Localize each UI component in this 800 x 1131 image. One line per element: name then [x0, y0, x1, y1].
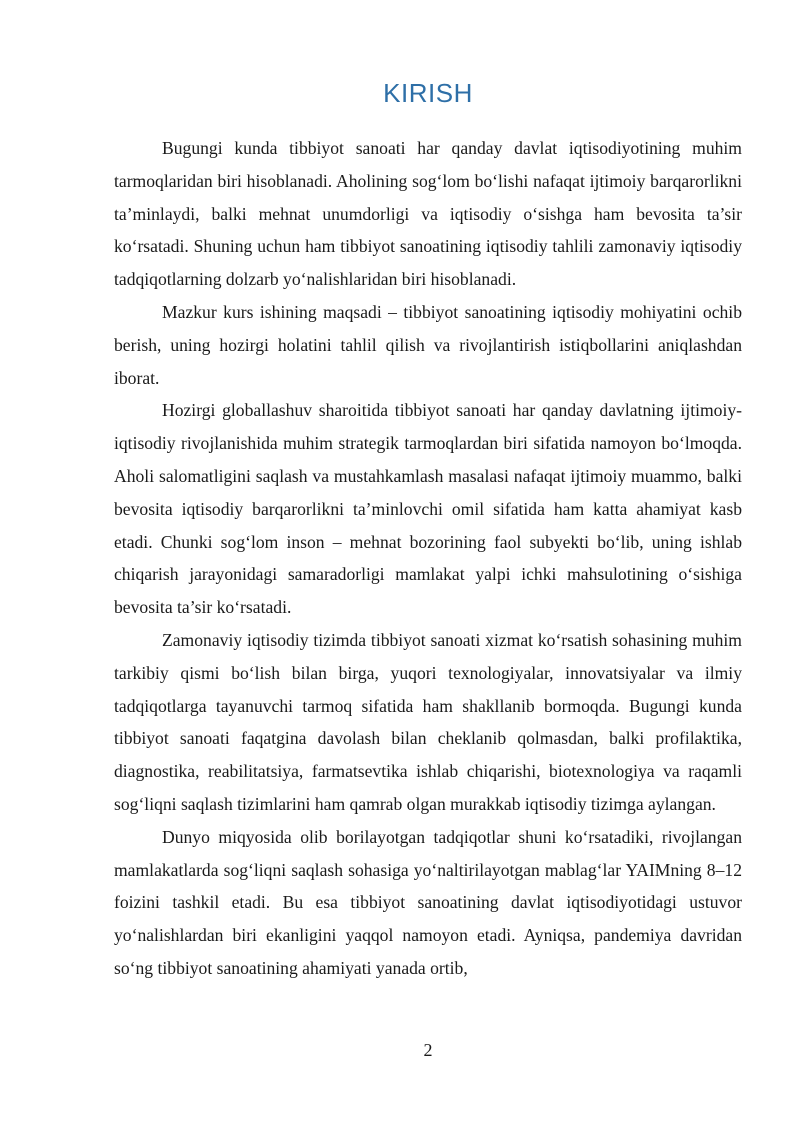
section-heading: KIRISH	[383, 78, 473, 108]
paragraph-2: Mazkur kurs ishining maqsadi – tibbiyot sanoatining iqtisodiy mohiyatini ochib berish, uning hozirgi holatini tahlil qilish va rivojlantirish istiqbollarini aniqlashdan iborat.	[114, 301, 742, 388]
paragraph-5: Dunyo miqyosida olib borilayotgan tadqiqotlar shuni ko‘rsatadiki, rivojlangan mamlakatlarda sog‘liqni saqlash sohasiga yo‘naltirilayotgan mablag‘lar YAIMning 8–12 foizini tashkil etadi. Bu esa tibbiyot sanoatining davlat iqtisodiyotidagi ustuvor yo‘nalishlardan biri ekanligini yaqqol namoyon etadi. Ayniqsa, pandemiya davridan so‘ng tibbiyot sanoatining ahamiyati yanada ortib,	[114, 826, 742, 978]
page-number: 2	[423, 1040, 433, 1060]
paragraph-4: Zamonaviy iqtisodiy tizimda tibbiyot sanoati xizmat ko‘rsatish sohasining muhim tarkibiy qismi bo‘lish bilan birga, yuqori texnologiyalar, innovatsiyalar va ilmiy tadqiqotlarga tayanuvchi tarmoq sifatida ham shakllanib bormoqda. Bugungi kunda tibbiyot sanoati faqatgina davolash bilan cheklanib qolmasdan, balki profilaktika, diagnostika, reabilitatsiya, farmatsevtika ishlab chiqarishi, biotexnologiya va raqamli sog‘liqni saqlash tizimlarini ham qamrab olgan murakkab iqtisodiy tizimga aylangan.	[114, 629, 742, 814]
body-text	[114, 132, 742, 985]
paragraph-3: Hozirgi globallashuv sharoitida tibbiyot sanoati har qanday davlatning ijtimoiy-iqtisodiy rivojlanishida muhim strategik tarmoqlardan biri sifatida namoyon bo‘lmoqda. Aholi salomatligini saqlash va mustahkamlash masalasi nafaqat ijtimoiy muammo, balki bevosita iqtisodiy barqarorlikni ta’minlovchi omil sifatida ham katta ahamiyat kasb etadi. Chunki sog‘lom inson – mehnat bozorining faol subyekti bo‘lib, uning ishlab chiqarish jarayonidagi samaradorligi mamlakat yalpi ichki mahsulotining o‘sishiga bevosita ta’sir ko‘rsatadi.	[114, 400, 742, 618]
paragraph-1: Bugungi kunda tibbiyot sanoati har qanday davlat iqtisodiyotining muhim tarmoqlaridan biri hisoblanadi. Aholining sog‘lom bo‘lishi nafaqat ijtimoiy barqarorlikni ta’minlaydi, balki mehnat unumdorligi va iqtisodiy o‘sishga ham bevosita ta’sir ko‘rsatadi. Shuning uchun ham tibbiyot sanoatining iqtisodiy tahlili zamonaviy iqtisodiy tadqiqotlarning dolzarb yo‘nalishlaridan biri hisoblanadi.	[114, 138, 742, 290]
